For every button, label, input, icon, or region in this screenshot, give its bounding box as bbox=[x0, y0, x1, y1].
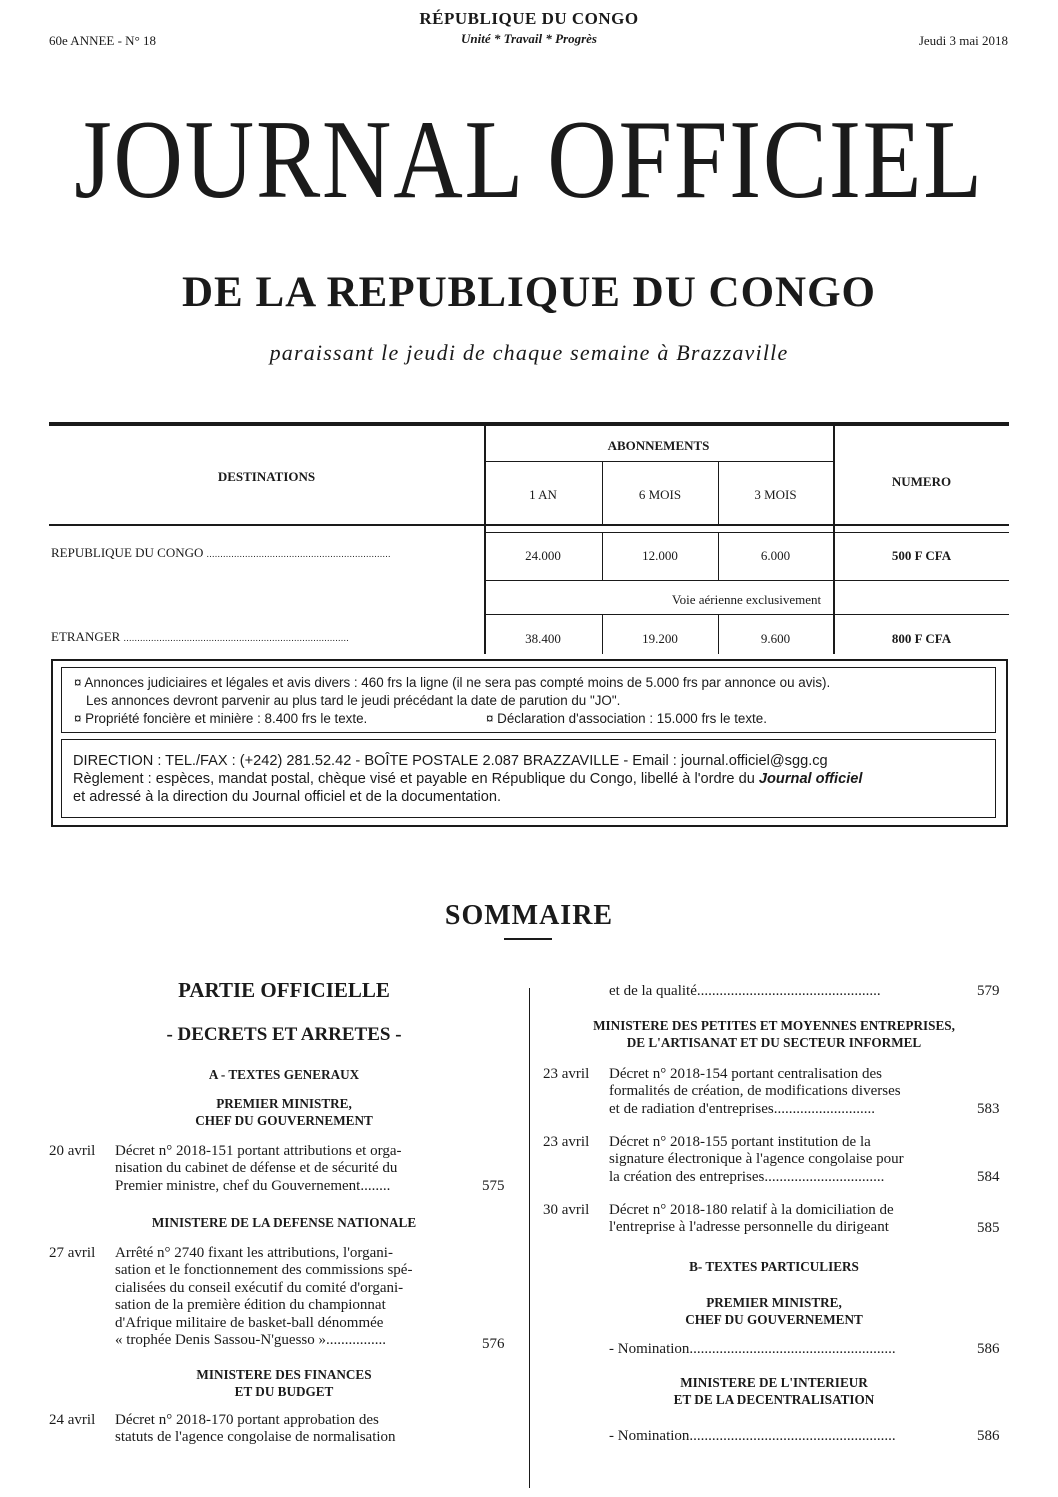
journal-name: Journal officiel bbox=[758, 771, 863, 787]
entry-page: 583 bbox=[977, 1101, 1000, 1117]
header-motto: Unité * Travail * Progrès bbox=[460, 31, 597, 46]
entry-page: 584 bbox=[977, 1169, 1000, 1185]
entry-line: Premier ministre, chef du Gouvernement........ bbox=[115, 1177, 391, 1194]
period-header: 3 MOIS bbox=[754, 487, 797, 502]
price-cell: 12.000 bbox=[642, 548, 678, 563]
entry-date: 24 avril bbox=[49, 1412, 96, 1428]
reglement-text: Règlement : espèces, mandat postal, chèque visé et payable en République du Congo, libellé à l'ordre du bbox=[73, 771, 759, 787]
tariff-line: ¤ Déclaration d'association : 15.000 frs le texte. bbox=[486, 711, 767, 726]
nomination-line: - Nomination....................................................... bbox=[609, 1341, 896, 1357]
ministry-line: MINISTERE DES PETITES ET MOYENNES ENTREPRISES, bbox=[593, 1018, 955, 1033]
table-top-rule bbox=[49, 422, 1009, 426]
table-rule bbox=[484, 461, 834, 462]
entry-line: formalités de création, de modifications diverses bbox=[609, 1083, 901, 1100]
ministry-heading bbox=[539, 1374, 1009, 1408]
entry-line: cialisées du conseil exécutif du comité d'organi- bbox=[115, 1279, 404, 1296]
ministry-line: PREMIER MINISTRE, bbox=[216, 1096, 352, 1111]
tariff-line: Les annonces devront parvenir au plus tard le jeudi précédant la date de parution du "JO". bbox=[86, 693, 621, 708]
entry-line: sation de la première édition du championnat bbox=[115, 1297, 386, 1314]
entry-line: sation et le fonctionnement des commissions spé- bbox=[115, 1262, 413, 1279]
entry-line: statuts de l'agence congolaise de normalisation bbox=[115, 1429, 396, 1446]
entry-text bbox=[609, 1202, 894, 1237]
numero-header: NUMERO bbox=[891, 474, 952, 489]
ministry-heading: MINISTERE DE LA DEFENSE NATIONALE bbox=[151, 1215, 417, 1230]
price-cell: 19.200 bbox=[642, 631, 678, 646]
nomination-line: - Nomination....................................................... bbox=[609, 1428, 896, 1444]
sommaire-underline bbox=[504, 938, 552, 940]
entry-page: 586 bbox=[977, 1341, 1000, 1357]
ministry-line: MINISTERE DE L'INTERIEUR bbox=[680, 1375, 868, 1390]
reglement-line bbox=[73, 771, 862, 787]
sommaire-title: SOMMAIRE bbox=[444, 900, 614, 931]
price-cell: 24.000 bbox=[525, 548, 561, 563]
ministry-line: CHEF DU GOUVERNEMENT bbox=[685, 1312, 863, 1327]
period-header: 6 MOIS bbox=[638, 487, 682, 502]
entry-text bbox=[115, 1143, 401, 1195]
entry-line: signature électronique à l'agence congolaise pour bbox=[609, 1151, 904, 1168]
numero-price: 800 F CFA bbox=[891, 631, 952, 646]
ministry-line: CHEF DU GOUVERNEMENT bbox=[195, 1113, 373, 1128]
tariff-line: ¤ Propriété foncière et minière : 8.400 frs le texte. bbox=[74, 711, 368, 726]
masthead-tagline: paraissant le jeudi de chaque semaine à Brazzaville bbox=[269, 340, 789, 365]
entry-line: l'entreprise à l'adresse personnelle du dirigeant bbox=[609, 1219, 889, 1236]
section-heading: A - TEXTES GENERAUX bbox=[208, 1067, 360, 1082]
masthead-subtitle: DE LA REPUBLIQUE DU CONGO bbox=[182, 269, 876, 316]
entry-line: Décret n° 2018-154 portant centralisation des bbox=[609, 1066, 882, 1082]
table-rule bbox=[484, 580, 1009, 581]
table-rule bbox=[484, 614, 1009, 615]
column-rule bbox=[529, 988, 530, 1488]
destination-row bbox=[51, 545, 391, 561]
entry-date: 23 avril bbox=[543, 1066, 590, 1082]
entry-continuation: et de la qualité................................................. bbox=[609, 983, 881, 999]
issue-number: 60e ANNEE - N° 18 bbox=[49, 33, 157, 48]
entry-page: 579 bbox=[977, 983, 1000, 999]
period-header: 1 AN bbox=[529, 487, 557, 502]
entry-date: 30 avril bbox=[543, 1202, 590, 1218]
entry-page: 576 bbox=[482, 1336, 505, 1352]
entry-text bbox=[115, 1412, 396, 1447]
entry-line: Décret n° 2018-180 relatif à la domiciliation de bbox=[609, 1202, 894, 1218]
air-note: Voie aérienne exclusivement bbox=[671, 592, 822, 607]
leader-dots: ................................................................... bbox=[206, 549, 391, 559]
entry-line: « trophée Denis Sassou-N'guesso »................ bbox=[115, 1332, 387, 1349]
destinations-header: DESTINATIONS bbox=[217, 469, 316, 484]
masthead-title: JOURNAL OFFICIEL bbox=[74, 98, 984, 222]
entry-line: Décret n° 2018-170 portant approbation des bbox=[115, 1412, 379, 1428]
direction-line: DIRECTION : TEL./FAX : (+242) 281.52.42 - BOÎTE POSTALE 2.087 BRAZZAVILLE - Email : journal.officiel@sgg.cg bbox=[73, 753, 828, 769]
abonnements-header: ABONNEMENTS bbox=[607, 438, 710, 453]
ministry-line: DE L'ARTISANAT ET DU SECTEUR INFORMEL bbox=[626, 1035, 922, 1050]
entry-line: Arrêté n° 2740 fixant les attributions, l'organi- bbox=[115, 1245, 393, 1261]
price-cell: 38.400 bbox=[525, 631, 561, 646]
entry-page: 586 bbox=[977, 1428, 1000, 1444]
ministry-line: PREMIER MINISTRE, bbox=[706, 1295, 842, 1310]
entry-line: la création des entreprises................................ bbox=[609, 1168, 885, 1185]
entry-line: nisation du cabinet de défense et de sécurité du bbox=[115, 1160, 398, 1177]
entry-page: 575 bbox=[482, 1178, 505, 1194]
ministry-line: ET DE LA DECENTRALISATION bbox=[673, 1392, 875, 1407]
entry-date: 20 avril bbox=[49, 1143, 96, 1159]
ministry-line: MINISTERE DES FINANCES bbox=[196, 1367, 372, 1382]
destination-row bbox=[51, 629, 349, 645]
tariff-line: ¤ Annonces judiciaires et légales et avis divers : 460 frs la ligne (il ne sera pas compté moins de 5.000 frs par annonce ou avis). bbox=[74, 675, 831, 690]
issue-date: Jeudi 3 mai 2018 bbox=[918, 33, 1008, 48]
ministry-heading bbox=[539, 1017, 1009, 1051]
entry-page: 585 bbox=[977, 1220, 1000, 1236]
price-cell: 6.000 bbox=[760, 548, 791, 563]
entry-line: Décret n° 2018-151 portant attributions et orga- bbox=[115, 1143, 402, 1159]
entry-date: 23 avril bbox=[543, 1134, 590, 1150]
entry-line: et de radiation d'entreprises........................... bbox=[609, 1100, 875, 1117]
decrets-heading: - DECRETS ET ARRETES - bbox=[166, 1024, 402, 1045]
numero-price: 500 F CFA bbox=[891, 548, 952, 563]
reglement-line: et adressé à la direction du Journal officiel et de la documentation. bbox=[73, 789, 502, 805]
entry-date: 27 avril bbox=[49, 1245, 96, 1261]
table-rule bbox=[49, 524, 1009, 526]
price-cell: 9.600 bbox=[760, 631, 791, 646]
partie-officielle: PARTIE OFFICIELLE bbox=[178, 978, 390, 1002]
destination-label: ETRANGER bbox=[51, 629, 121, 644]
ministry-line: ET DU BUDGET bbox=[234, 1384, 334, 1399]
table-rule bbox=[484, 532, 1009, 533]
ministry-heading bbox=[49, 1095, 519, 1129]
header-republic: RÉPUBLIQUE DU CONGO bbox=[419, 9, 639, 28]
leader-dots: .................................................................................. bbox=[123, 633, 350, 643]
entry-line: d'Afrique militaire de basket-ball dénommée bbox=[115, 1314, 384, 1331]
entry-line: Décret n° 2018-155 portant institution de la bbox=[609, 1134, 871, 1150]
entry-text bbox=[115, 1245, 412, 1349]
entry-text bbox=[609, 1134, 904, 1186]
ministry-heading bbox=[539, 1294, 1009, 1328]
entry-text bbox=[609, 1066, 901, 1118]
section-heading: B- TEXTES PARTICULIERS bbox=[689, 1259, 859, 1274]
destination-label: REPUBLIQUE DU CONGO bbox=[51, 545, 204, 560]
ministry-heading bbox=[49, 1366, 519, 1400]
